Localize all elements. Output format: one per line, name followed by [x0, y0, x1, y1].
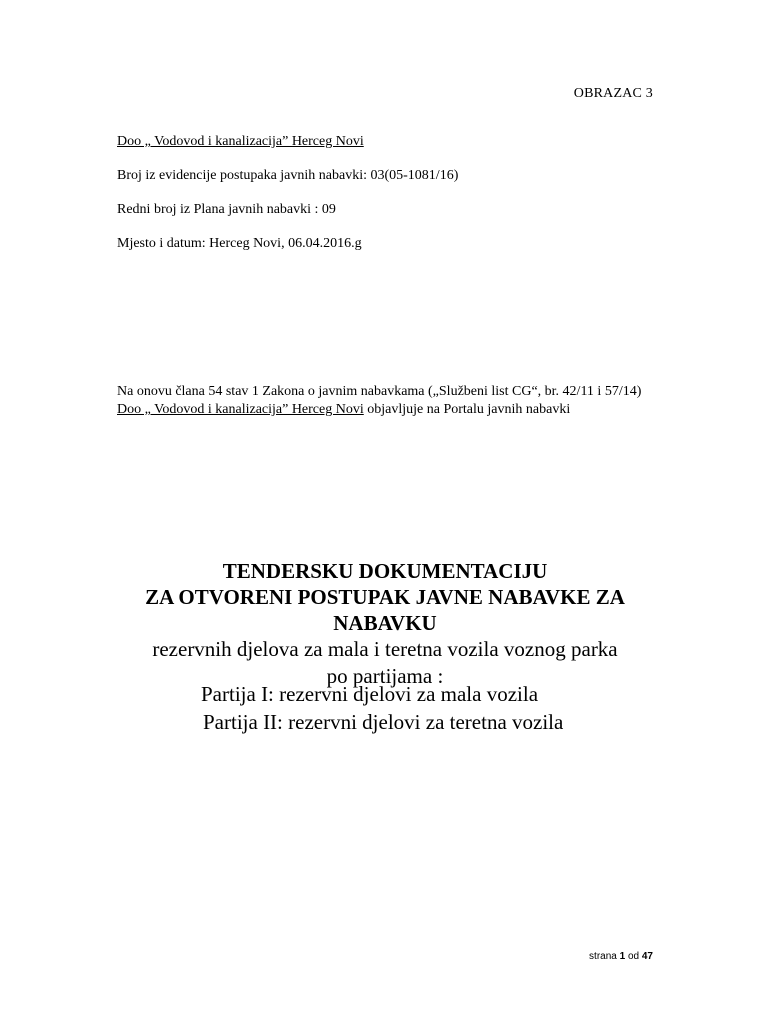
plan-number: Redni broj iz Plana javnih nabavki : 09: [117, 202, 336, 217]
page-prefix: strana: [589, 951, 620, 962]
legal-basis-line-2: [117, 401, 677, 419]
page-total: 47: [641, 951, 653, 962]
lot-2: Partija II: rezervni djelovi za teretna vozila: [203, 710, 564, 734]
document-title: [0, 558, 770, 690]
evidence-number: Broj iz evidencije postupaka javnih nabavki: 03(05-1081/16): [117, 168, 459, 183]
title-line-2: ZA OTVORENI POSTUPAK JAVNE NABAVKE ZA: [145, 585, 625, 609]
place-and-date: Mjesto i datum: Herceg Novi, 06.04.2016.g: [117, 236, 362, 251]
page-separator: od: [625, 951, 642, 962]
legal-basis: [117, 383, 677, 419]
page-number: [589, 951, 653, 962]
organization-name: [117, 134, 657, 150]
subject-line-1: rezervnih djelova za mala i teretna vozila voznog parka: [152, 637, 618, 661]
legal-publish-text: objavljuje na Portalu javnih nabavki: [363, 402, 571, 417]
page-current: 1: [619, 951, 626, 962]
legal-organization-name: Doo „ Vodovod i kanalizacija” Herceg Novi: [117, 402, 364, 417]
title-line-3: NABAVKU: [333, 611, 437, 635]
legal-basis-line-1: Na onovu člana 54 stav 1 Zakona o javnim nabavkama („Službeni list CG“, br. 42/11 i 57/14): [117, 384, 642, 399]
form-code: OBRAZAC 3: [573, 86, 653, 101]
title-line-1: TENDERSKU DOKUMENTACIJU: [222, 559, 548, 583]
lot-1: Partija I: rezervni djelovi za mala vozila: [201, 682, 539, 706]
subject-line-2: po partijama :: [326, 664, 444, 688]
lots-list: [0, 680, 770, 736]
organization-name-text: Doo „ Vodovod i kanalizacija” Herceg Novi: [117, 134, 364, 149]
document-meta: [117, 134, 657, 270]
